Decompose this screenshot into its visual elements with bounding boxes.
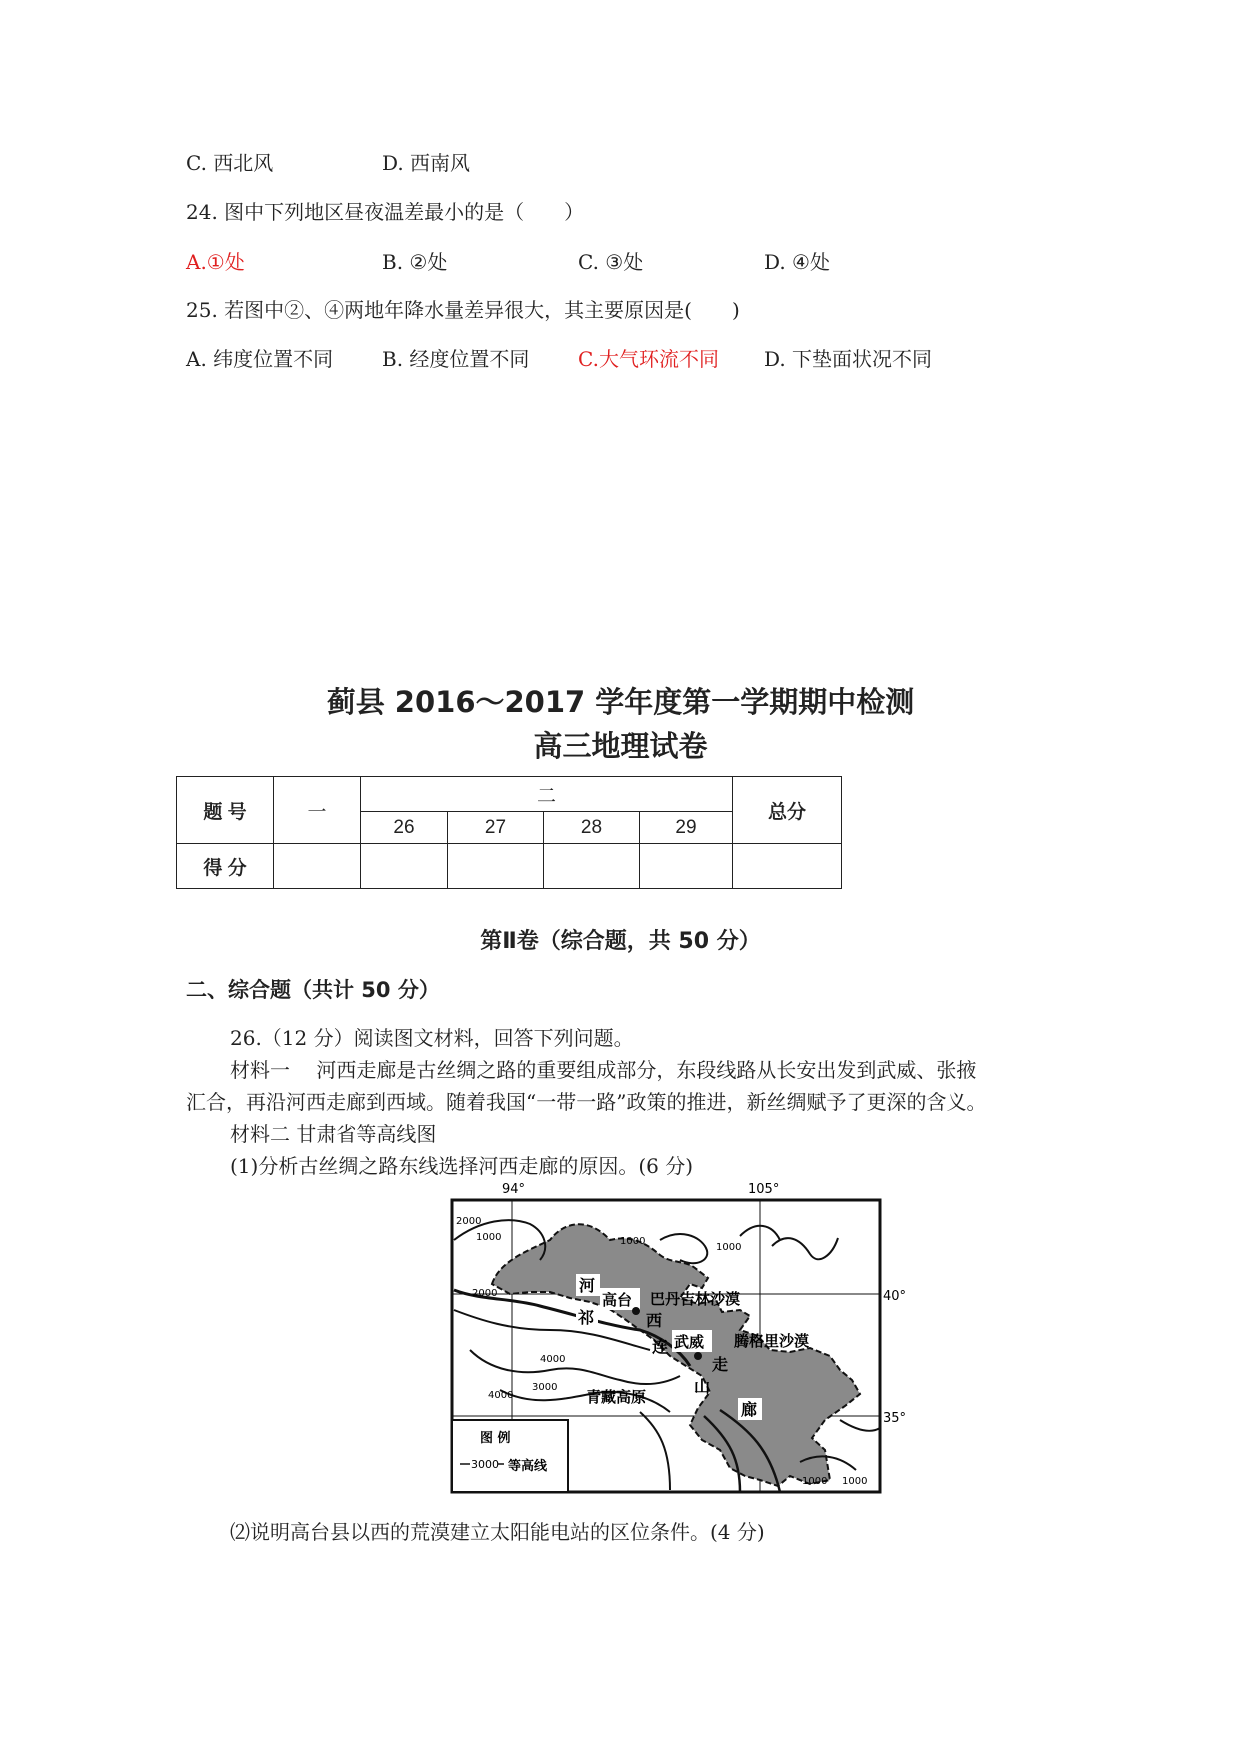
lat-label-top: 40° (883, 1289, 907, 1304)
option-d-q23: D. 西南风 (382, 151, 471, 175)
part-title: 二、综合题（共计 50 分） (186, 978, 440, 1002)
contour-label: 3000 (532, 1382, 558, 1393)
option-c-q25: C.大气环流不同 (578, 347, 719, 371)
contour-label: 1000 (802, 1476, 828, 1487)
contour-label: 1000 (476, 1232, 502, 1243)
col-26: 26 (361, 812, 448, 844)
place-gaotai: 高台 (602, 1291, 633, 1309)
contour-label: 1000 (842, 1476, 868, 1487)
question-24-stem: 24. 图中下列地区昼夜温差最小的是（ ） (186, 200, 585, 224)
col-part-one: 一 (274, 777, 361, 844)
gaotai-marker (632, 1307, 640, 1315)
question-26-stem: 26.（12 分）阅读图文材料，回答下列问题。 (230, 1026, 634, 1050)
score-cell-28[interactable] (544, 844, 640, 889)
row-label-score: 得 分 (177, 844, 274, 889)
place-qi: 祁 (578, 1308, 595, 1327)
place-xi: 西 (646, 1311, 663, 1330)
sub-question-2: ⑵说明高台县以西的荒漠建立太阳能电站的区位条件。(4 分) (230, 1520, 765, 1544)
col-29: 29 (640, 812, 733, 844)
option-c-q24: C. ③处 (578, 250, 644, 274)
score-cell-26[interactable] (361, 844, 448, 889)
option-a-q24: A.①处 (186, 250, 245, 274)
col-part-two: 二 (361, 777, 733, 812)
score-cell-27[interactable] (448, 844, 544, 889)
legend-title: 图 例 (480, 1431, 511, 1446)
place-zou: 走 (712, 1355, 729, 1374)
place-tengger: 腾格里沙漠 (734, 1332, 810, 1350)
place-wuwei: 武威 (674, 1333, 705, 1351)
material-1-line-2: 汇合，再沿河西走廊到西域。随着我国“一带一路”政策的推进，新丝绸赋予了更深的含义。 (186, 1090, 987, 1114)
col-28: 28 (544, 812, 640, 844)
place-badain-jaran: 巴丹吉林沙漠 (650, 1290, 741, 1308)
col-27: 27 (448, 812, 544, 844)
lat-label-bottom: 35° (883, 1411, 907, 1426)
legend-label: 等高线 (508, 1459, 548, 1474)
place-shan: 山 (694, 1377, 711, 1396)
option-c-q23: C. 西北风 (186, 151, 274, 175)
place-qinghai-tibet: 青藏高原 (586, 1388, 647, 1406)
contour-label: 2000 (456, 1216, 482, 1227)
exam-subtitle: 高三地理试卷 (533, 729, 708, 763)
option-b-q25: B. 经度位置不同 (382, 347, 530, 371)
contour-label: 4000 (488, 1390, 514, 1401)
place-he: 河 (579, 1276, 596, 1295)
lon-label-left: 94° (502, 1182, 526, 1197)
gansu-contour-map (440, 1180, 907, 1500)
material-1-line-1: 材料一 河西走廊是古丝绸之路的重要组成部分，东段线路从长安出发到武威、张掖 (230, 1058, 977, 1082)
option-d-q25: D. 下垫面状况不同 (764, 347, 933, 371)
material-2: 材料二 甘肃省等高线图 (230, 1122, 437, 1146)
volume-title: 第Ⅱ卷（综合题，共 50 分） (480, 929, 761, 954)
exam-title: 蓟县 2016～2017 学年度第一学期期中检测 (326, 685, 915, 719)
contour-label: 1000 (620, 1236, 646, 1247)
score-cell-one[interactable] (274, 844, 361, 889)
contour-label: 4000 (540, 1354, 566, 1365)
score-table (176, 776, 842, 889)
wuwei-marker (694, 1352, 702, 1360)
legend-sample-value: 3000 (471, 1458, 499, 1471)
question-25-stem: 25. 若图中②、④两地年降水量差异很大，其主要原因是( ) (186, 298, 740, 322)
option-b-q24: B. ②处 (382, 250, 448, 274)
option-d-q24: D. ④处 (764, 250, 830, 274)
score-cell-total[interactable] (733, 844, 842, 889)
place-lian: 连 (652, 1337, 669, 1356)
row-label-question-number: 题 号 (177, 777, 274, 844)
score-cell-29[interactable] (640, 844, 733, 889)
contour-label: 2000 (472, 1288, 498, 1299)
option-a-q25: A. 纬度位置不同 (186, 347, 334, 371)
contour-label: 1000 (716, 1242, 742, 1253)
place-lang: 廊 (741, 1400, 758, 1419)
lon-label-right: 105° (748, 1182, 780, 1197)
col-total: 总分 (733, 777, 842, 844)
sub-question-1: (1)分析古丝绸之路东线选择河西走廊的原因。(6 分) (230, 1154, 694, 1178)
